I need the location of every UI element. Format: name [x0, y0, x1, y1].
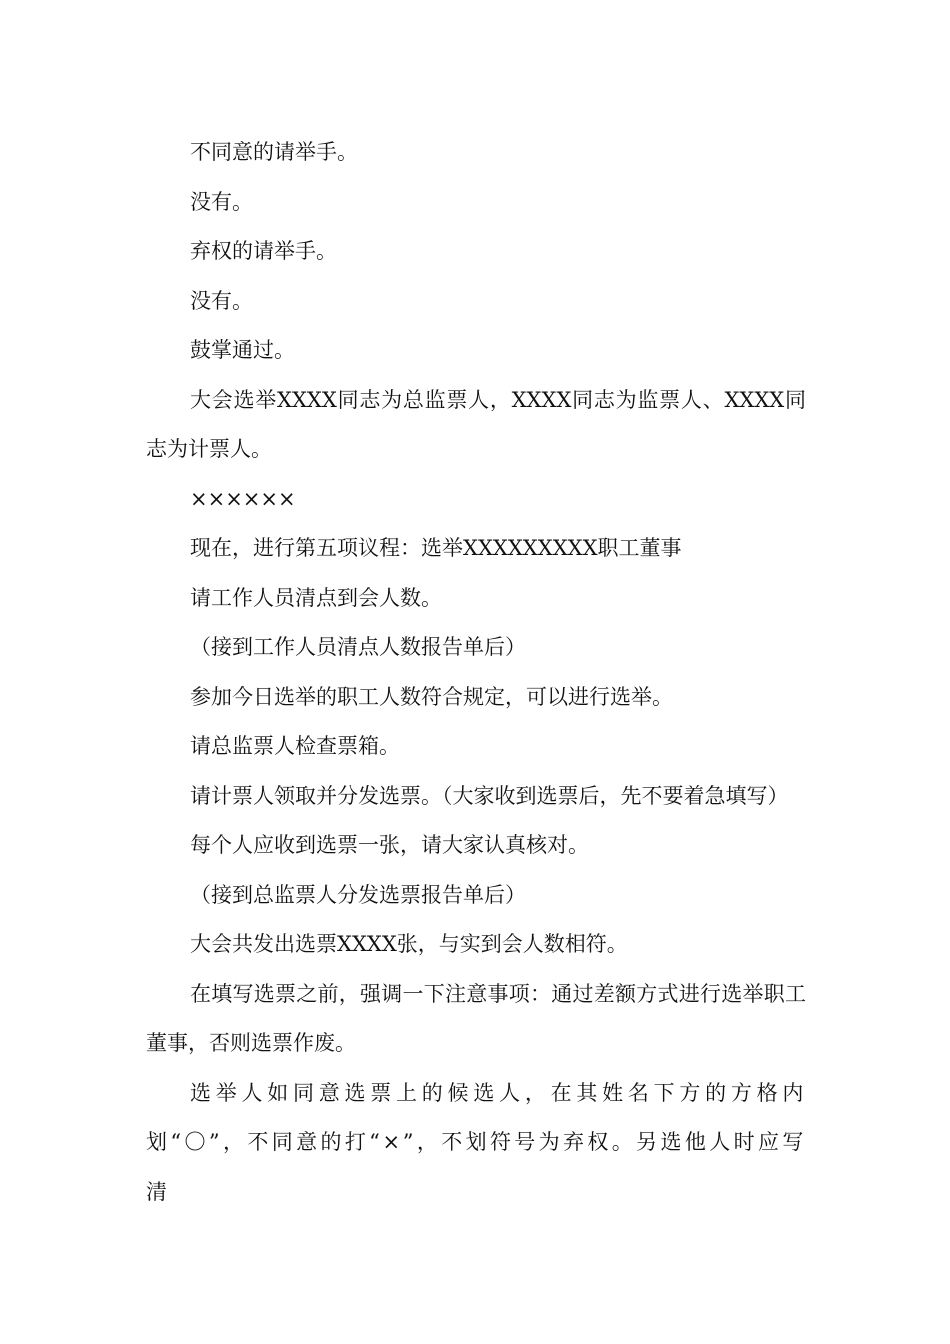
paragraph-ballots-issued: 大会共发出选票XXXX张，与实到会人数相符。 — [190, 932, 628, 956]
paragraph-after-distribution-report: （接到总监票人分发选票报告单后） — [190, 882, 526, 907]
paragraph-check-ballot-box: 请总监票人检查票箱。 — [190, 734, 400, 758]
paragraph-placeholder: ×××××× — [190, 486, 296, 511]
paragraph-none-2: 没有。 — [190, 288, 253, 313]
paragraph-election-result: 大会选举XXXX同志为总监票人，XXXX同志为监票人、XXXX同志为计票人。 — [146, 387, 806, 461]
paragraph-notice: 在填写选票之前，强调一下注意事项：通过差额方式进行选举职工董事，否则选票作废。 — [146, 981, 806, 1055]
paragraph-agenda-five: 现在，进行第五项议程：选举XXXXXXXXX职工董事 — [190, 536, 682, 560]
document-body — [146, 128, 806, 1217]
paragraph-quorum: 参加今日选举的职工人数符合规定，可以进行选举。 — [190, 684, 673, 709]
paragraph-disagree: 不同意的请举手。 — [190, 140, 358, 164]
paragraph-none-1: 没有。 — [190, 189, 253, 214]
paragraph-verify-ballots: 每个人应收到选票一张，请大家认真核对。 — [190, 833, 589, 857]
paragraph-voting-instructions: 选举人如同意选票上的候选人，在其姓名下方的方格内划“〇”，不同意的打“×”，不划符号为弃权。另选他人时应写清 — [146, 1080, 806, 1204]
paragraph-distribute-ballots: 请计票人领取并分发选票。（大家收到选票后，先不要着急填写） — [190, 783, 789, 808]
paragraph-count-attendance: 请工作人员清点到会人数。 — [190, 585, 442, 610]
paragraph-after-count-report: （接到工作人员清点人数报告单后） — [190, 635, 526, 659]
paragraph-applause: 鼓掌通过。 — [190, 338, 295, 362]
paragraph-abstain: 弃权的请举手。 — [190, 239, 337, 263]
